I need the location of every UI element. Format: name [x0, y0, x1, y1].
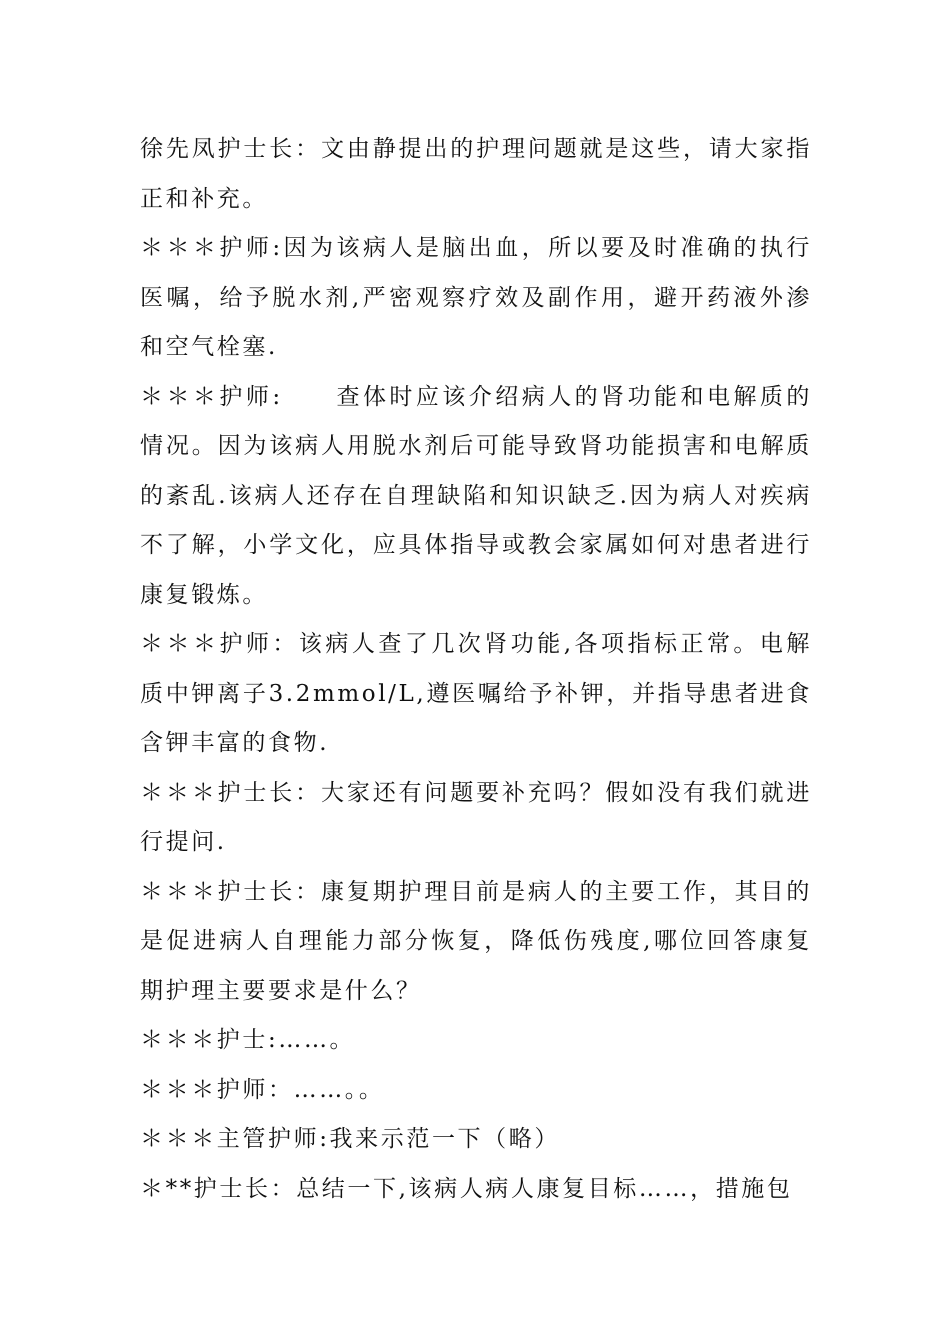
paragraph-head-nurse-rehab: ＊＊＊护士长：康复期护理目前是病人的主要工作，其目的是促进病人自理能力部分恢复，降低伤残度,哪位回答康复期护理主要要求是什么？ [140, 878, 812, 1004]
paragraph-nurse-dehydration: ＊＊＊护师:因为该病人是脑出血，所以要及时准确的执行医嘱，给予脱水剂,严密观察疗效及副作用，避开药液外渗和空气栓塞. [140, 235, 812, 360]
paragraph-head-nurse-intro: 徐先凤护士长：文由静提出的护理问题就是这些，请大家指正和补充。 [140, 136, 812, 212]
paragraph-supervisor-demo: ＊＊＊主管护师:我来示范一下（略） [140, 1126, 560, 1152]
paragraph-nurse-potassium: ＊＊＊护师：该病人查了几次肾功能,各项指标正常。电解质中钾离子3.2mmol/L,遵医嘱给予补钾，并指导患者进食含钾丰富的食物. [140, 631, 812, 756]
paragraph-nurse-renal-electrolytes: ＊＊＊护师: 查体时应该介绍病人的肾功能和电解质的情况。因为该病人用脱水剂后可能导致肾功能损害和电解质的紊乱.该病人还存在自理缺陷和知识缺乏.因为病人对疾病不了解，小学文化，应具体指导或教会家属如何对患者进行康复锻炼。 [140, 383, 812, 608]
paragraph-nurse-answer: ＊＊＊护士:……。 [140, 1027, 356, 1053]
paragraph-nurse-practitioner-answer: ＊＊＊护师：……。。 [140, 1076, 385, 1103]
document-body [140, 125, 812, 1214]
paragraph-head-nurse-summary: ＊**护士长：总结一下,该病人病人康复目标……，措施包 [140, 1175, 793, 1202]
paragraph-head-nurse-questions: ＊＊＊护士长：大家还有问题要补充吗？假如没有我们就进行提问. [140, 779, 812, 855]
